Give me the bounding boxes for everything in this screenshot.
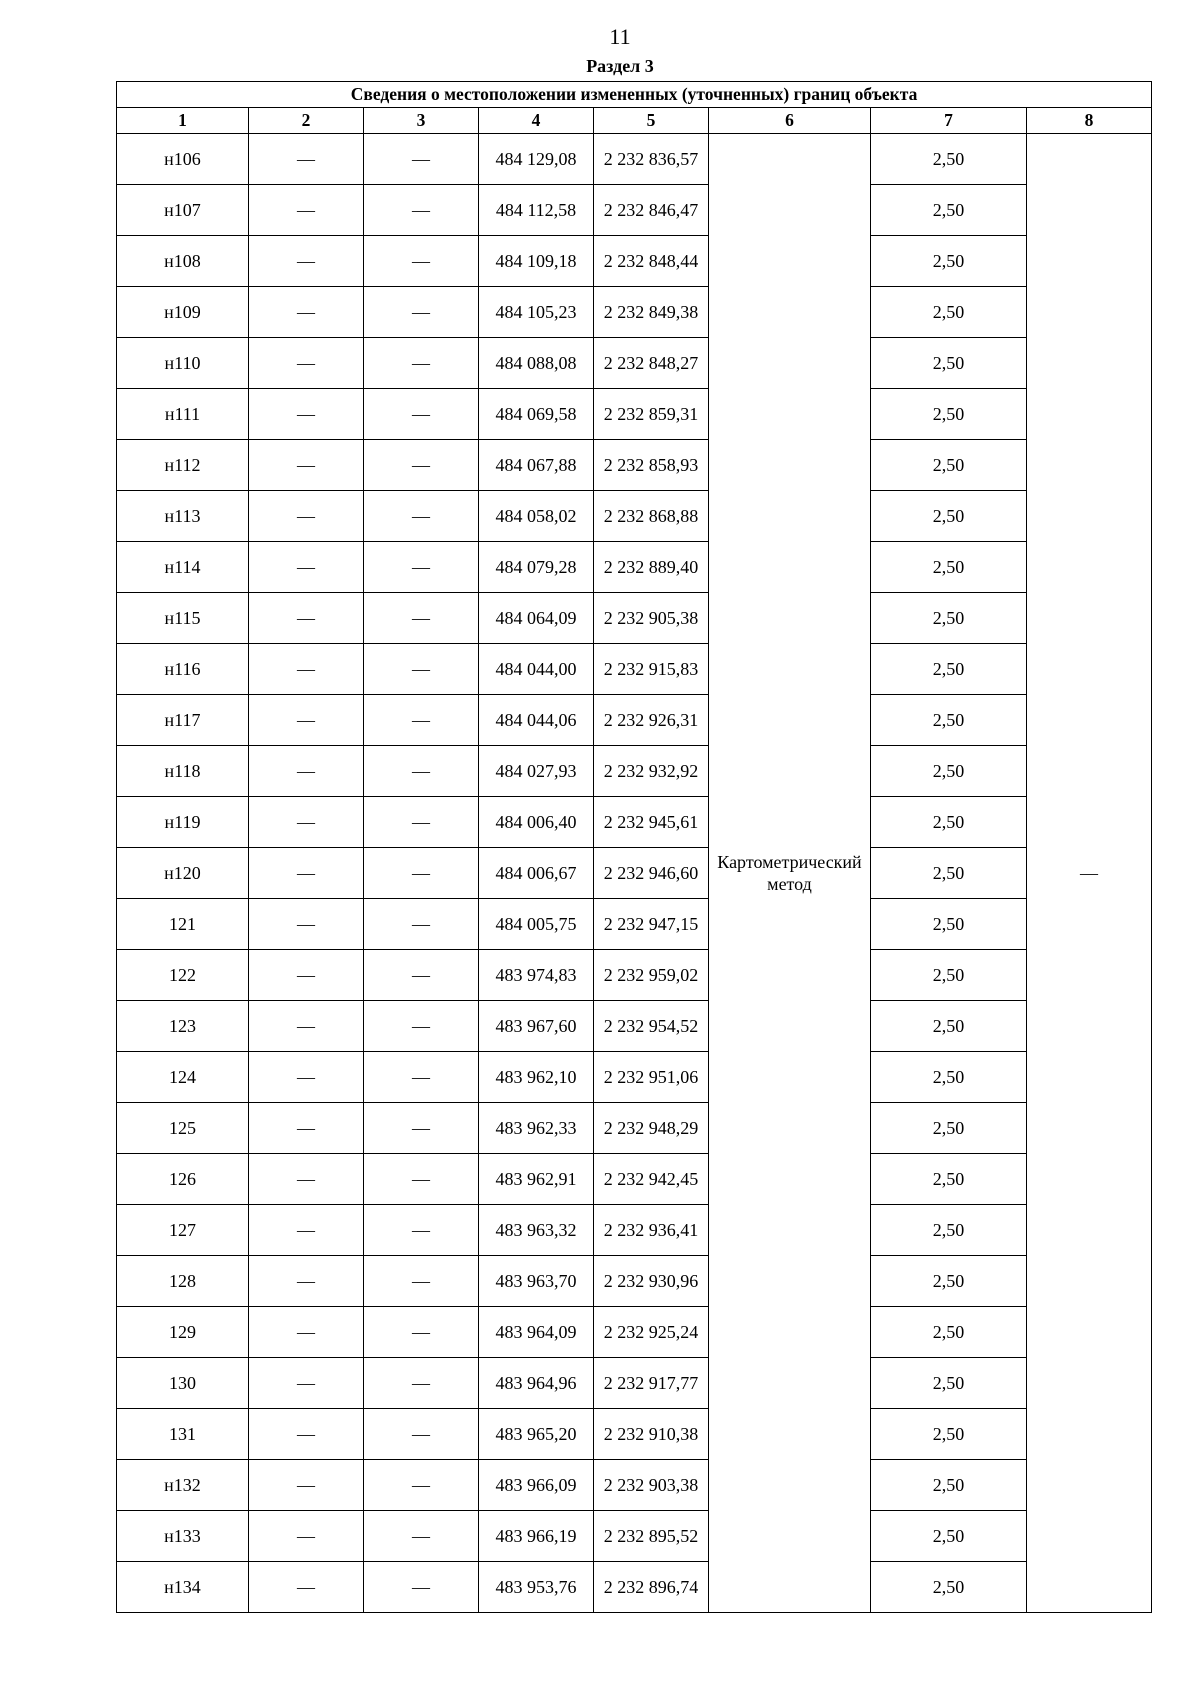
table-row	[117, 1511, 1152, 1562]
accuracy-cell: 2,50	[871, 1562, 1027, 1613]
old-x-cell: —	[249, 848, 364, 899]
point-number-cell: н115	[117, 593, 249, 644]
old-x-cell: —	[249, 1358, 364, 1409]
table-caption: Сведения о местоположении измененных (уточненных) границ объекта	[117, 82, 1152, 108]
old-y-cell: —	[364, 134, 479, 185]
new-x-cell: 484 067,88	[479, 440, 594, 491]
accuracy-cell: 2,50	[871, 797, 1027, 848]
accuracy-cell: 2,50	[871, 848, 1027, 899]
new-y-cell: 2 232 859,31	[594, 389, 709, 440]
point-number-cell: н116	[117, 644, 249, 695]
accuracy-cell: 2,50	[871, 695, 1027, 746]
old-y-cell: —	[364, 542, 479, 593]
new-x-cell: 484 088,08	[479, 338, 594, 389]
old-y-cell: —	[364, 287, 479, 338]
new-x-cell: 483 964,09	[479, 1307, 594, 1358]
new-x-cell: 483 962,33	[479, 1103, 594, 1154]
old-x-cell: —	[249, 389, 364, 440]
page-number: 11	[609, 24, 631, 49]
new-x-cell: 484 044,06	[479, 695, 594, 746]
old-x-cell: —	[249, 899, 364, 950]
column-header-6: 6	[709, 108, 871, 134]
new-y-cell: 2 232 946,60	[594, 848, 709, 899]
point-number-cell: н119	[117, 797, 249, 848]
old-y-cell: —	[364, 950, 479, 1001]
section-title: Раздел 3	[586, 56, 654, 76]
new-y-cell: 2 232 903,38	[594, 1460, 709, 1511]
old-y-cell: —	[364, 1052, 479, 1103]
column-header-1: 1	[117, 108, 249, 134]
new-x-cell: 484 079,28	[479, 542, 594, 593]
new-y-cell: 2 232 836,57	[594, 134, 709, 185]
old-y-cell: —	[364, 1001, 479, 1052]
old-x-cell: —	[249, 1256, 364, 1307]
point-number-cell: 121	[117, 899, 249, 950]
old-x-cell: —	[249, 1460, 364, 1511]
table-row	[117, 440, 1152, 491]
table-row	[117, 338, 1152, 389]
table-row	[117, 287, 1152, 338]
column-header-7: 7	[871, 108, 1027, 134]
accuracy-cell: 2,50	[871, 1307, 1027, 1358]
column-header-row	[117, 108, 1152, 134]
point-number-cell: 129	[117, 1307, 249, 1358]
new-x-cell: 483 963,32	[479, 1205, 594, 1256]
old-y-cell: —	[364, 1256, 479, 1307]
new-x-cell: 483 966,09	[479, 1460, 594, 1511]
table-row	[117, 644, 1152, 695]
point-number-cell: 130	[117, 1358, 249, 1409]
accuracy-cell: 2,50	[871, 1511, 1027, 1562]
accuracy-cell: 2,50	[871, 542, 1027, 593]
point-number-cell: н114	[117, 542, 249, 593]
accuracy-cell: 2,50	[871, 440, 1027, 491]
accuracy-cell: 2,50	[871, 1358, 1027, 1409]
point-number-cell: н117	[117, 695, 249, 746]
accuracy-cell: 2,50	[871, 746, 1027, 797]
table-row	[117, 1256, 1152, 1307]
old-x-cell: —	[249, 1307, 364, 1358]
new-y-cell: 2 232 936,41	[594, 1205, 709, 1256]
new-y-cell: 2 232 926,31	[594, 695, 709, 746]
old-x-cell: —	[249, 491, 364, 542]
point-number-cell: 127	[117, 1205, 249, 1256]
old-x-cell: —	[249, 1052, 364, 1103]
new-y-cell: 2 232 915,83	[594, 644, 709, 695]
accuracy-cell: 2,50	[871, 899, 1027, 950]
point-number-cell: н107	[117, 185, 249, 236]
new-x-cell: 484 069,58	[479, 389, 594, 440]
new-x-cell: 484 109,18	[479, 236, 594, 287]
old-y-cell: —	[364, 491, 479, 542]
old-y-cell: —	[364, 1358, 479, 1409]
table-row	[117, 389, 1152, 440]
new-y-cell: 2 232 895,52	[594, 1511, 709, 1562]
accuracy-cell: 2,50	[871, 1001, 1027, 1052]
new-x-cell: 484 044,00	[479, 644, 594, 695]
new-x-cell: 483 963,70	[479, 1256, 594, 1307]
table-row	[117, 1460, 1152, 1511]
old-y-cell: —	[364, 440, 479, 491]
new-x-cell: 483 953,76	[479, 1562, 594, 1613]
point-number-cell: н108	[117, 236, 249, 287]
new-x-cell: 484 105,23	[479, 287, 594, 338]
table-caption-row	[117, 82, 1152, 108]
table-row	[117, 848, 1152, 899]
old-x-cell: —	[249, 134, 364, 185]
old-x-cell: —	[249, 1001, 364, 1052]
point-number-cell: н113	[117, 491, 249, 542]
old-x-cell: —	[249, 593, 364, 644]
table-row	[117, 1205, 1152, 1256]
new-x-cell: 483 964,96	[479, 1358, 594, 1409]
old-y-cell: —	[364, 389, 479, 440]
new-x-cell: 484 027,93	[479, 746, 594, 797]
new-y-cell: 2 232 947,15	[594, 899, 709, 950]
old-x-cell: —	[249, 287, 364, 338]
old-x-cell: —	[249, 950, 364, 1001]
new-x-cell: 484 006,67	[479, 848, 594, 899]
new-y-cell: 2 232 868,88	[594, 491, 709, 542]
old-y-cell: —	[364, 236, 479, 287]
method-cell: Картометрический метод	[709, 134, 871, 1613]
table-row	[117, 1307, 1152, 1358]
old-x-cell: —	[249, 1103, 364, 1154]
old-y-cell: —	[364, 338, 479, 389]
new-y-cell: 2 232 954,52	[594, 1001, 709, 1052]
point-number-cell: 123	[117, 1001, 249, 1052]
old-y-cell: —	[364, 1511, 479, 1562]
table-row	[117, 797, 1152, 848]
point-number-cell: н109	[117, 287, 249, 338]
new-y-cell: 2 232 910,38	[594, 1409, 709, 1460]
table-row	[117, 1001, 1152, 1052]
table-row	[117, 950, 1152, 1001]
table-row	[117, 695, 1152, 746]
point-number-cell: н120	[117, 848, 249, 899]
accuracy-cell: 2,50	[871, 287, 1027, 338]
new-x-cell: 483 967,60	[479, 1001, 594, 1052]
old-y-cell: —	[364, 797, 479, 848]
new-y-cell: 2 232 848,27	[594, 338, 709, 389]
accuracy-cell: 2,50	[871, 491, 1027, 542]
old-x-cell: —	[249, 1205, 364, 1256]
new-x-cell: 484 129,08	[479, 134, 594, 185]
point-number-cell: 131	[117, 1409, 249, 1460]
new-x-cell: 484 064,09	[479, 593, 594, 644]
new-y-cell: 2 232 849,38	[594, 287, 709, 338]
point-number-cell: 125	[117, 1103, 249, 1154]
table-row	[117, 134, 1152, 185]
accuracy-cell: 2,50	[871, 593, 1027, 644]
old-x-cell: —	[249, 695, 364, 746]
old-y-cell: —	[364, 899, 479, 950]
accuracy-cell: 2,50	[871, 1205, 1027, 1256]
point-number-cell: н112	[117, 440, 249, 491]
old-y-cell: —	[364, 848, 479, 899]
old-x-cell: —	[249, 797, 364, 848]
new-y-cell: 2 232 858,93	[594, 440, 709, 491]
accuracy-cell: 2,50	[871, 134, 1027, 185]
accuracy-cell: 2,50	[871, 236, 1027, 287]
new-y-cell: 2 232 848,44	[594, 236, 709, 287]
new-y-cell: 2 232 889,40	[594, 542, 709, 593]
old-x-cell: —	[249, 338, 364, 389]
accuracy-cell: 2,50	[871, 1409, 1027, 1460]
table-row	[117, 746, 1152, 797]
column-header-8: 8	[1027, 108, 1152, 134]
point-number-cell: н118	[117, 746, 249, 797]
new-y-cell: 2 232 846,47	[594, 185, 709, 236]
accuracy-cell: 2,50	[871, 1103, 1027, 1154]
new-y-cell: 2 232 951,06	[594, 1052, 709, 1103]
accuracy-cell: 2,50	[871, 1154, 1027, 1205]
column-header-5: 5	[594, 108, 709, 134]
accuracy-cell: 2,50	[871, 389, 1027, 440]
column-8-cell: —	[1027, 134, 1152, 1613]
table-row	[117, 1409, 1152, 1460]
point-number-cell: 126	[117, 1154, 249, 1205]
boundary-coordinates-table	[116, 81, 1152, 1613]
point-number-cell: 124	[117, 1052, 249, 1103]
new-x-cell: 483 974,83	[479, 950, 594, 1001]
table-row	[117, 899, 1152, 950]
point-number-cell: н106	[117, 134, 249, 185]
new-x-cell: 484 006,40	[479, 797, 594, 848]
point-number-cell: н133	[117, 1511, 249, 1562]
new-y-cell: 2 232 942,45	[594, 1154, 709, 1205]
old-x-cell: —	[249, 644, 364, 695]
column-header-3: 3	[364, 108, 479, 134]
old-y-cell: —	[364, 1460, 479, 1511]
new-x-cell: 483 966,19	[479, 1511, 594, 1562]
point-number-cell: н110	[117, 338, 249, 389]
new-x-cell: 484 005,75	[479, 899, 594, 950]
old-y-cell: —	[364, 185, 479, 236]
new-y-cell: 2 232 917,77	[594, 1358, 709, 1409]
new-y-cell: 2 232 905,38	[594, 593, 709, 644]
old-x-cell: —	[249, 236, 364, 287]
new-y-cell: 2 232 945,61	[594, 797, 709, 848]
old-x-cell: —	[249, 1154, 364, 1205]
point-number-cell: 128	[117, 1256, 249, 1307]
new-y-cell: 2 232 925,24	[594, 1307, 709, 1358]
old-y-cell: —	[364, 695, 479, 746]
point-number-cell: н111	[117, 389, 249, 440]
table-row	[117, 542, 1152, 593]
old-x-cell: —	[249, 542, 364, 593]
old-y-cell: —	[364, 1154, 479, 1205]
old-x-cell: —	[249, 746, 364, 797]
old-y-cell: —	[364, 1205, 479, 1256]
old-y-cell: —	[364, 1562, 479, 1613]
new-y-cell: 2 232 930,96	[594, 1256, 709, 1307]
table-row	[117, 236, 1152, 287]
accuracy-cell: 2,50	[871, 1256, 1027, 1307]
table-row	[117, 185, 1152, 236]
point-number-cell: 122	[117, 950, 249, 1001]
new-y-cell: 2 232 959,02	[594, 950, 709, 1001]
old-x-cell: —	[249, 185, 364, 236]
old-x-cell: —	[249, 1562, 364, 1613]
new-y-cell: 2 232 948,29	[594, 1103, 709, 1154]
accuracy-cell: 2,50	[871, 644, 1027, 695]
table-row	[117, 1103, 1152, 1154]
accuracy-cell: 2,50	[871, 950, 1027, 1001]
old-x-cell: —	[249, 1511, 364, 1562]
new-x-cell: 483 962,91	[479, 1154, 594, 1205]
old-y-cell: —	[364, 644, 479, 695]
column-header-4: 4	[479, 108, 594, 134]
table-row	[117, 1358, 1152, 1409]
new-y-cell: 2 232 896,74	[594, 1562, 709, 1613]
accuracy-cell: 2,50	[871, 1052, 1027, 1103]
old-y-cell: —	[364, 1307, 479, 1358]
old-x-cell: —	[249, 1409, 364, 1460]
new-x-cell: 483 962,10	[479, 1052, 594, 1103]
old-y-cell: —	[364, 1409, 479, 1460]
old-y-cell: —	[364, 593, 479, 644]
old-x-cell: —	[249, 440, 364, 491]
table-row	[117, 1562, 1152, 1613]
accuracy-cell: 2,50	[871, 185, 1027, 236]
table-row	[117, 1052, 1152, 1103]
point-number-cell: н132	[117, 1460, 249, 1511]
new-x-cell: 484 058,02	[479, 491, 594, 542]
new-x-cell: 484 112,58	[479, 185, 594, 236]
table-row	[117, 1154, 1152, 1205]
accuracy-cell: 2,50	[871, 1460, 1027, 1511]
new-x-cell: 483 965,20	[479, 1409, 594, 1460]
column-header-2: 2	[249, 108, 364, 134]
accuracy-cell: 2,50	[871, 338, 1027, 389]
table-row	[117, 593, 1152, 644]
table-row	[117, 491, 1152, 542]
old-y-cell: —	[364, 1103, 479, 1154]
old-y-cell: —	[364, 746, 479, 797]
new-y-cell: 2 232 932,92	[594, 746, 709, 797]
point-number-cell: н134	[117, 1562, 249, 1613]
